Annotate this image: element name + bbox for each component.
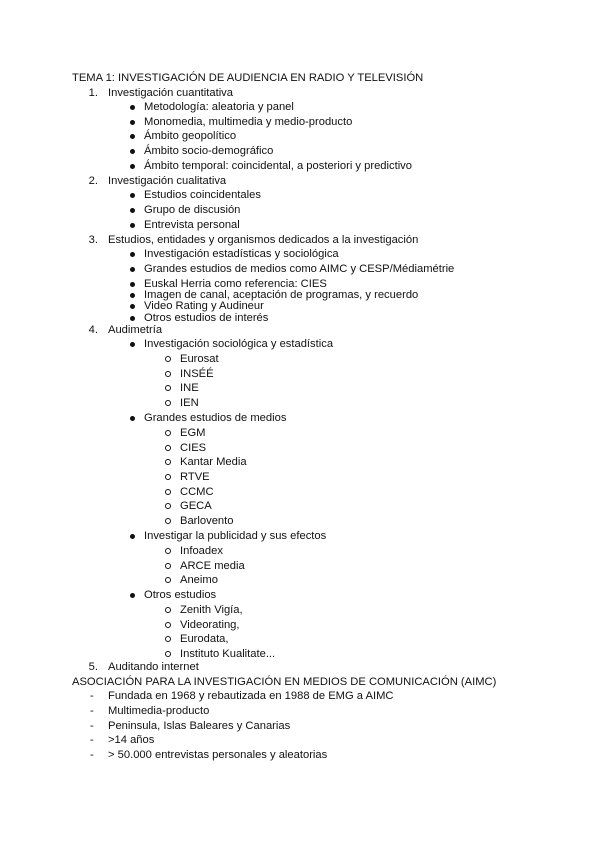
dash-marker: - xyxy=(90,705,94,717)
circle-bullet-icon xyxy=(165,445,171,451)
list-item: Imagen de canal, aceptación de programas, y recuerdo xyxy=(144,289,419,301)
section-title: Investigación cuantitativa xyxy=(108,87,234,99)
secondary-heading: ASOCIACIÓN PARA LA INVESTIGACIÓN EN MEDIOS DE COMUNICACIÓN (AIMC) xyxy=(72,676,497,688)
bullet-icon xyxy=(130,282,135,287)
sub-list-item: Kantar Media xyxy=(180,456,247,468)
dash-list-item: >14 años xyxy=(108,734,155,746)
list-item: Grandes estudios de medios xyxy=(144,412,287,424)
list-item: Grupo de discusión xyxy=(144,204,241,216)
list-item: Metodología: aleatoria y panel xyxy=(144,101,294,113)
circle-bullet-icon xyxy=(165,622,171,628)
circle-bullet-icon xyxy=(165,518,171,524)
main-heading: TEMA 1: INVESTIGACIÓN DE AUDIENCIA EN RADIO Y TELEVISIÓN xyxy=(72,72,424,84)
circle-bullet-icon xyxy=(165,371,171,377)
dash-list-item: > 50.000 entrevistas personales y aleatorias xyxy=(108,749,328,761)
list-item: Ámbito geopolítico xyxy=(144,130,237,142)
bullet-icon xyxy=(130,134,135,139)
bullet-icon xyxy=(130,149,135,154)
dash-marker: - xyxy=(90,720,94,732)
sub-list-item: CIES xyxy=(180,442,207,454)
bullet-icon xyxy=(130,105,135,110)
circle-bullet-icon xyxy=(165,489,171,495)
section-number: 5. xyxy=(88,661,98,673)
bullet-icon xyxy=(130,223,135,228)
list-item: Entrevista personal xyxy=(144,219,240,231)
bullet-icon xyxy=(130,316,135,321)
sub-list-item: Videorating, xyxy=(180,619,240,631)
bullet-icon xyxy=(130,304,135,309)
list-item: Monomedia, multimedia y medio-producto xyxy=(144,116,353,128)
sub-list-item: RTVE xyxy=(180,471,210,483)
dash-list-item: Peninsula, Islas Baleares y Canarias xyxy=(108,720,291,732)
circle-bullet-icon xyxy=(165,385,171,391)
sub-list-item: Zenith Vigía, xyxy=(180,604,243,616)
circle-bullet-icon xyxy=(165,459,171,465)
list-item: Investigar la publicidad y sus efectos xyxy=(144,530,327,542)
circle-bullet-icon xyxy=(165,430,171,436)
dash-marker: - xyxy=(90,749,94,761)
list-item: Video Rating y Audineur xyxy=(144,300,264,312)
bullet-icon xyxy=(130,593,135,598)
section-number: 2. xyxy=(88,175,98,187)
bullet-icon xyxy=(130,208,135,213)
section-number: 3. xyxy=(88,234,98,246)
sub-list-item: ARCE media xyxy=(180,560,245,572)
sub-list-item: Eurosat xyxy=(180,353,219,365)
bullet-icon xyxy=(130,252,135,257)
bullet-icon xyxy=(130,342,135,347)
sub-list-item: Eurodata, xyxy=(180,633,229,645)
circle-bullet-icon xyxy=(165,474,171,480)
section-number: 4. xyxy=(88,324,98,336)
bullet-icon xyxy=(130,416,135,421)
section-title: Investigación cualitativa xyxy=(108,175,227,187)
circle-bullet-icon xyxy=(165,636,171,642)
circle-bullet-icon xyxy=(165,651,171,657)
list-item: Otros estudios xyxy=(144,589,217,601)
list-item: Otros estudios de interés xyxy=(144,312,269,324)
section-title: Auditando internet xyxy=(108,661,199,673)
list-item: Grandes estudios de medios como AIMC y CESP/Médiamétrie xyxy=(144,263,455,275)
sub-list-item: IEN xyxy=(180,397,199,409)
sub-list-item: CCMC xyxy=(180,486,214,498)
bullet-icon xyxy=(130,164,135,169)
bullet-icon xyxy=(130,267,135,272)
bullet-icon xyxy=(130,293,135,298)
sub-list-item: Instituto Kualitate... xyxy=(180,648,276,660)
sub-list-item: INSÉÉ xyxy=(180,368,214,380)
bullet-icon xyxy=(130,120,135,125)
section-title: Estudios, entidades y organismos dedicados a la investigación xyxy=(108,234,419,246)
circle-bullet-icon xyxy=(165,548,171,554)
dash-marker: - xyxy=(90,690,94,702)
list-item: Investigación estadísticas y sociológica xyxy=(144,248,339,260)
circle-bullet-icon xyxy=(165,577,171,583)
circle-bullet-icon xyxy=(165,503,171,509)
list-item: Ámbito socio-demográfico xyxy=(144,145,274,157)
list-item: Investigación sociológica y estadística xyxy=(144,338,334,350)
section-title: Audimetría xyxy=(108,324,163,336)
bullet-icon xyxy=(130,193,135,198)
dash-list-item: Multimedia-producto xyxy=(108,705,210,717)
sub-list-item: INE xyxy=(180,382,199,394)
circle-bullet-icon xyxy=(165,356,171,362)
sub-list-item: GECA xyxy=(180,500,212,512)
circle-bullet-icon xyxy=(165,400,171,406)
circle-bullet-icon xyxy=(165,563,171,569)
sub-list-item: Infoadex xyxy=(180,545,223,557)
section-number: 1. xyxy=(88,87,98,99)
list-item: Estudios coincidentales xyxy=(144,189,261,201)
bullet-icon xyxy=(130,534,135,539)
sub-list-item: Aneimo xyxy=(180,574,218,586)
circle-bullet-icon xyxy=(165,607,171,613)
sub-list-item: EGM xyxy=(180,427,206,439)
list-item: Euskal Herria como referencia: CIES xyxy=(144,278,327,290)
dash-marker: - xyxy=(90,734,94,746)
sub-list-item: Barlovento xyxy=(180,515,234,527)
list-item: Ámbito temporal: coincidental, a posteriori y predictivo xyxy=(144,160,413,172)
dash-list-item: Fundada en 1968 y rebautizada en 1988 de EMG a AIMC xyxy=(108,690,394,702)
